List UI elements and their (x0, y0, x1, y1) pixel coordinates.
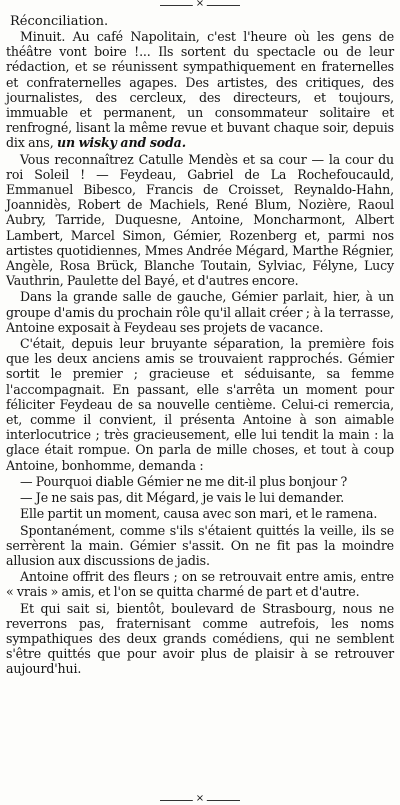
paragraph-6 (6, 490, 394, 505)
paragraph-text: — Je ne sais pas, dit Mégard, je vais le lui demander. (20, 490, 345, 506)
paragraph-4 (6, 336, 394, 473)
paragraph-text: Dans la grande salle de gauche, Gémier parlait, hier, à un groupe d'amis du prochain rôle qu'il allait créer ; à la terrasse, Antoine exposait à Feydeau ses projets de vacance. (6, 289, 394, 335)
article-title: Réconciliation. (10, 14, 109, 29)
paragraph-text: Elle partit un moment, causa avec son mari, et le ramena. (20, 506, 378, 522)
top-separator (0, 0, 400, 10)
paragraph-text: C'était, depuis leur bruyante séparation, la première fois que les deux anciens amis se trouvaient rapprochés. Gémier sortit le premier ; gracieuse et séduisante, sa femme l'accompagnait. En passant, elle s'arrêta un moment pour féliciter Feydeau de sa nouvelle centième. Celui-ci remercia, et, comme il convient, il présenta Antoine à son aimable interlocutrice ; très gracieusement, elle lui tendit la main : la glace était rompue. On parla de mille choses, et tout à coup Antoine, bonhomme, demanda : (6, 336, 394, 473)
separator-ornament: × (193, 0, 207, 11)
paragraph-1 (6, 29, 394, 151)
paragraph-text: Minuit. Au café Napolitain, c'est l'heure où les gens de théâtre vont boire !... Ils sortent du spectacle ou de leur rédaction, et se réunissent sympathiquement en fraternelles et confraternelles agapes. Des artistes, des critiques, des journalistes, des cercleux, des directeurs, et toujours, immuable et permanent, un consommateur solitaire et renfrogné, lisant la même revue et buvant chaque soir, depuis dix ans, (6, 29, 394, 151)
paragraph-8 (6, 523, 394, 569)
paragraph-text: Spontanément, comme s'ils s'étaient quittés la veille, ils se serrèrent la main. Gémier s'assit. On ne fit pas la moindre allusion aux discussions de jadis. (6, 522, 394, 568)
separator-ornament: × (193, 792, 207, 805)
paragraph-3 (6, 289, 394, 335)
paragraph-9 (6, 569, 394, 599)
paragraph-2 (6, 152, 394, 289)
paragraph-text: Vous reconnaîtrez Catulle Mendès et sa cour — la cour du roi Soleil ! — Feydeau, Gabriel de La Rochefoucauld, Emmanuel Bibesco, Francis de Croisset, Reynaldo-Hahn, Joannidès, Robert de Machiels, René Blum, Nozière, Raoul Aubry, Tarride, Duquesne, Antoine, Moncharmont, Albert Lambert, Marcel Simon, Gémier, Rozenberg et, parmi nos artistes quotidiennes, Mmes Andrée Mégard, Marthe Régnier, Angèle, Rosa Brück, Blanche Toutain, Sylviac, Félyne, Lucy Vauthrin, Paulette del Bayé, et d'autres encore. (6, 151, 394, 289)
paragraph-5 (6, 474, 394, 489)
paragraph-text: Et qui sait si, bientôt, boulevard de Strasbourg, nous ne reverrons pas, fraternisant comme autrefois, les noms sympathiques des deux grands comédiens, qui ne semblent s'être quittés que pour avoir plus de plaisir à se retrouver aujourd'hui. (6, 600, 394, 677)
paragraph-7 (6, 506, 394, 521)
paragraph-text: — Pourquoi diable Gémier ne me dit-il plus bonjour ? (20, 473, 348, 489)
paragraph-text: Antoine offrit des fleurs ; on se retrouvait entre amis, entre « vrais » amis, et l'on se quitta charmé de part et d'autre. (6, 569, 394, 600)
bottom-separator (0, 795, 400, 805)
article (0, 10, 400, 677)
paragraph-10 (6, 601, 394, 677)
paragraph-emphasis: un wisky and soda. (56, 135, 186, 151)
